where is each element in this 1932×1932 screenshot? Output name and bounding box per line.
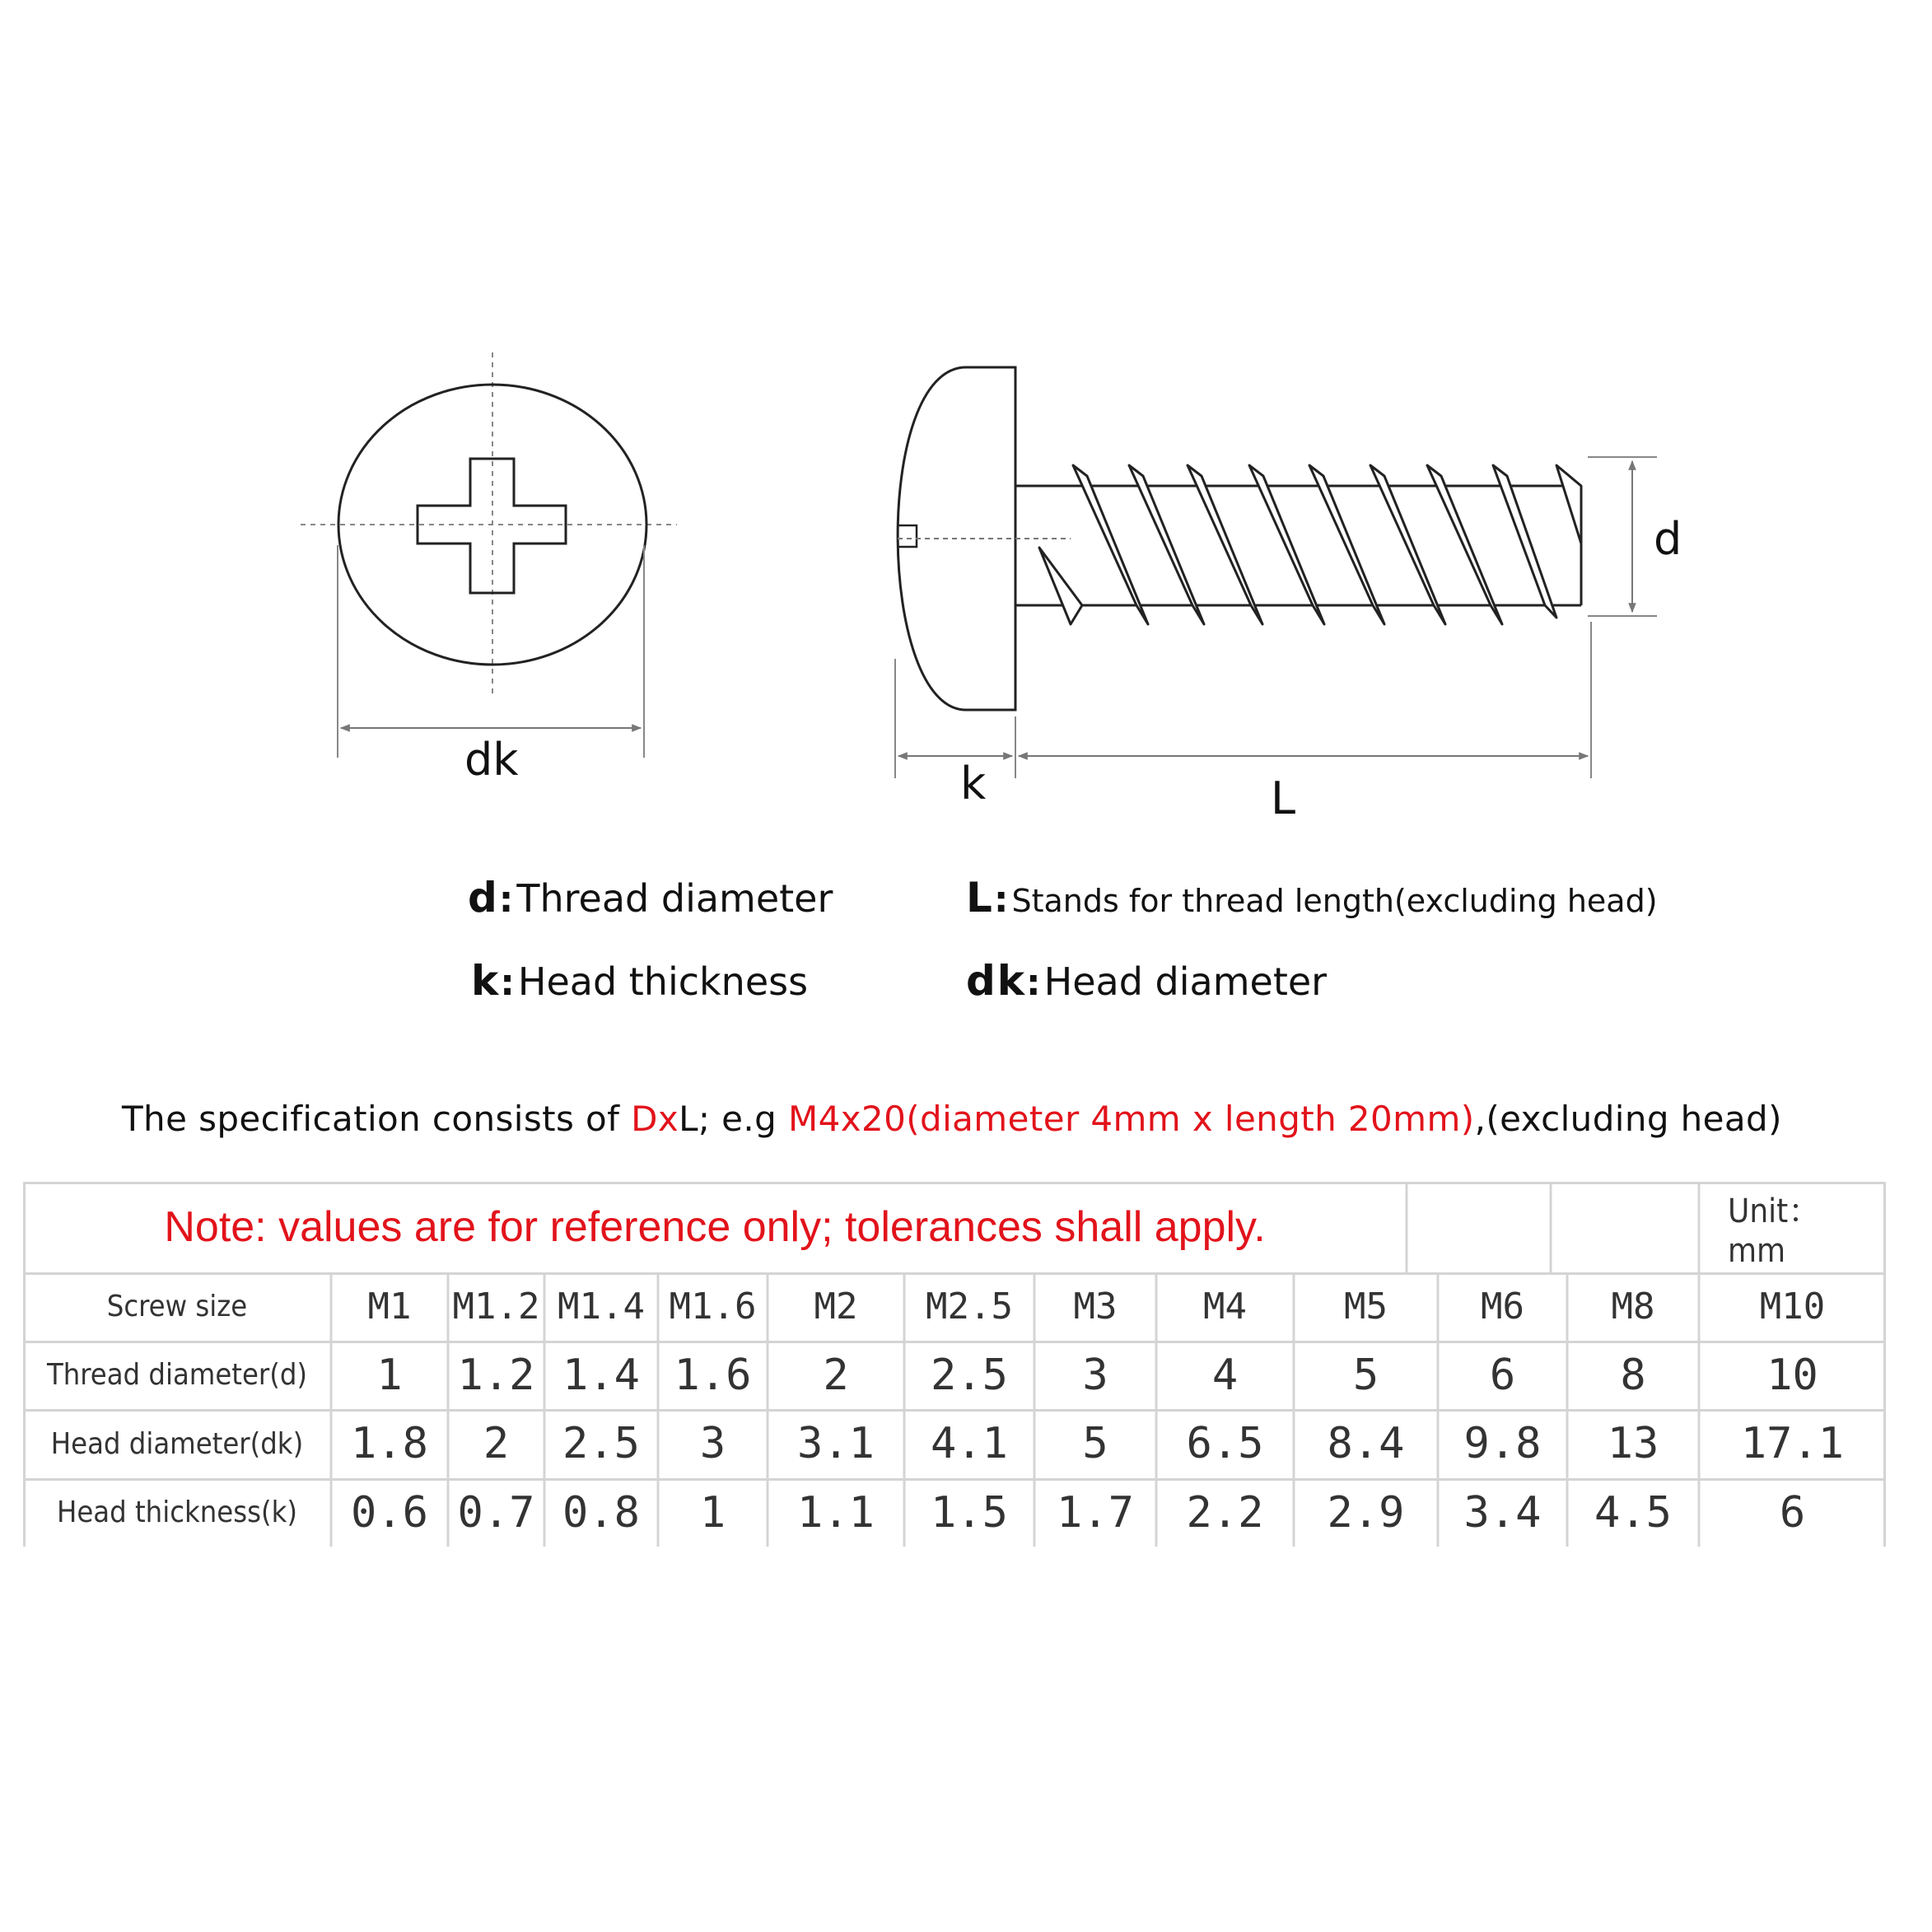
thread-diameter-cell: 3 [1082, 1350, 1108, 1400]
legend-d-desc: Thread diameter [516, 876, 833, 921]
spec-suffix: ,(excluding head) [1474, 1099, 1782, 1139]
head-diameter-cell: 6.5 [1186, 1419, 1264, 1468]
size-cell: M5 [1344, 1286, 1388, 1328]
row-label: Thread diameter(d) [46, 1358, 308, 1392]
thread-diameter-cell: 2.5 [931, 1350, 1008, 1400]
spec-prefix: The specification consists of [122, 1099, 632, 1139]
unit-label: Unit： mm [1728, 1192, 1822, 1270]
head-thickness-cell: 1.1 [797, 1487, 875, 1538]
legend-L-sep: : [993, 879, 1009, 921]
row-label: Head thickness(k) [56, 1496, 298, 1529]
legend-dk [966, 957, 1328, 1005]
size-cell: M8 [1611, 1286, 1655, 1328]
head-diameter-cell: 1.8 [351, 1419, 428, 1468]
head-diameter-cell: 2 [483, 1419, 510, 1468]
thread-diameter-cell: 2 [823, 1350, 849, 1400]
legend-L [966, 874, 1658, 922]
head-thickness-cell: 3.4 [1463, 1487, 1542, 1538]
size-cell: M6 [1481, 1286, 1524, 1328]
legend-dk-key: dk [966, 957, 1027, 1005]
head-thickness-cell: 4.5 [1594, 1487, 1672, 1538]
size-cell: M1 [367, 1286, 412, 1328]
size-cell: M2.5 [926, 1286, 1013, 1328]
thread-diameter-cell: 8 [1620, 1350, 1646, 1400]
head-diameter-cell: 2.5 [562, 1419, 640, 1468]
spec-example: M4x20(diameter 4mm x length 20mm) [787, 1099, 1475, 1139]
thread-diameter-cell: 10 [1766, 1350, 1818, 1400]
size-cell: M3 [1073, 1286, 1118, 1328]
legend-d [468, 874, 833, 922]
legend-L-key: L [966, 874, 994, 922]
thread-diameter-cell: 1.2 [457, 1350, 535, 1400]
head-diameter-cell: 9.8 [1463, 1419, 1542, 1468]
head-diameter-cell: 4.1 [931, 1419, 1008, 1468]
size-cell: M1.2 [452, 1286, 540, 1328]
head-thickness-cell: 0.8 [562, 1487, 640, 1538]
size-cell: M1.4 [558, 1286, 645, 1328]
head-thickness-cell: 0.7 [457, 1487, 535, 1538]
thread-diameter-cell: 1.4 [562, 1350, 640, 1400]
spec-l-part: L; e.g [679, 1099, 788, 1139]
table-note: Note: values are for reference only; tolerances shall apply. [164, 1203, 1266, 1251]
head-thickness-cell: 2.9 [1327, 1487, 1405, 1538]
legend-L-desc: Stands for thread length(excluding head) [1011, 883, 1658, 919]
screw-side-view [895, 367, 1657, 778]
row-label: Head diameter(dk) [50, 1426, 304, 1461]
legend-k [471, 957, 809, 1005]
row-label: Screw size [106, 1290, 248, 1323]
spec-table [23, 1182, 1886, 1547]
legend-dk-sep: : [1026, 962, 1041, 1004]
legend-dk-desc: Head diameter [1043, 959, 1328, 1004]
size-cell: M4 [1203, 1286, 1247, 1328]
head-top-view [301, 352, 677, 758]
legend-k-desc: Head thickness [517, 959, 809, 1004]
head-thickness-cell: 0.6 [351, 1487, 428, 1538]
head-diameter-cell: 17.1 [1740, 1419, 1845, 1468]
head-diameter-cell: 5 [1082, 1419, 1108, 1468]
spec-dx: Dx [631, 1099, 679, 1139]
head-thickness-cell: 6 [1779, 1487, 1806, 1538]
legend-k-key: k [471, 957, 501, 1005]
L-label: L [1271, 772, 1296, 824]
size-cell: M10 [1759, 1286, 1826, 1328]
legend-d-sep: : [498, 879, 514, 921]
head-diameter-cell: 3.1 [797, 1419, 875, 1468]
thread-diameter-cell: 1 [376, 1350, 403, 1400]
head-diameter-cell: 13 [1607, 1419, 1659, 1468]
thread-diameter-cell: 6 [1489, 1350, 1516, 1400]
dk-label: dk [464, 734, 519, 786]
thread-diameter-cell: 4 [1211, 1350, 1239, 1400]
k-label: k [960, 758, 987, 810]
head-diameter-cell: 8.4 [1327, 1419, 1405, 1468]
thread-diameter-cell: 1.6 [674, 1350, 752, 1400]
size-cell: M1.6 [669, 1286, 757, 1328]
size-cell: M2 [814, 1286, 858, 1328]
head-thickness-cell: 2.2 [1186, 1487, 1264, 1538]
legend-k-sep: : [500, 962, 515, 1004]
head-thickness-cell: 1 [699, 1487, 726, 1538]
head-thickness-cell: 1.5 [931, 1487, 1008, 1538]
head-diameter-cell: 3 [699, 1419, 726, 1468]
d-label: d [1654, 513, 1682, 565]
legend-d-key: d [468, 874, 499, 922]
head-thickness-cell: 1.7 [1057, 1487, 1134, 1538]
thread-diameter-cell: 5 [1352, 1350, 1379, 1400]
spec-sentence [122, 1099, 1782, 1139]
